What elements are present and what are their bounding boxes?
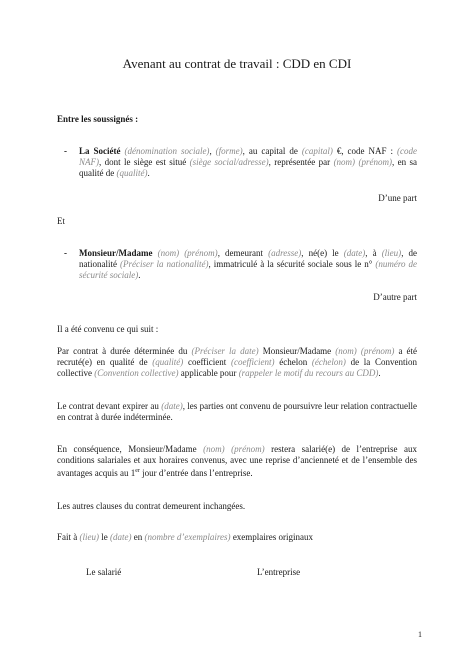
bullet-dash: - — [64, 248, 67, 258]
placeholder-nom: (nom) — [157, 248, 180, 258]
placeholder-siege: (siège social/adresse) — [189, 157, 269, 167]
placeholder-date: (Préciser la date) — [191, 346, 259, 356]
placeholder-qualite: (qualité) — [116, 168, 148, 178]
placeholder-prenom: (prénom) — [358, 157, 392, 167]
placeholder-capital: (capital) — [301, 146, 333, 156]
convenu-line: Il a été convenu ce qui suit : — [57, 324, 159, 334]
une-part-label: D’une part — [378, 193, 417, 203]
placeholder-prenom: (prénom) — [184, 248, 218, 258]
placeholder-coefficient: (coefficient) — [231, 357, 275, 367]
party2-paragraph: Monsieur/Madame (nom) (prénom), demeurant (adresse), né(e) le (date), à (lieu), de nationalité (Préciser la nationalité), immatriculé à la sécurité sociale sous le n° (numéro de sécurité sociale). — [79, 248, 418, 280]
placeholder-adresse: (adresse) — [268, 248, 302, 258]
paragraph-clauses: Les autres clauses du contrat demeurent inchangées. — [57, 501, 246, 511]
autre-part-label: D’autre part — [373, 292, 417, 302]
fait-line: Fait à (lieu) le (date) en (nombre d’exemplaires) exemplaires originaux — [57, 532, 314, 542]
bullet-dash: - — [64, 146, 67, 156]
placeholder-secu: (numéro de sécurité sociale) — [79, 259, 418, 280]
placeholder-forme: (forme) — [215, 146, 243, 156]
document-title: Avenant au contrat de travail : CDD en CDI — [122, 56, 352, 71]
placeholder-prenom: (prénom) — [360, 346, 395, 356]
placeholder-qualite: (qualité) — [152, 357, 184, 367]
placeholder-naf: (code NAF) — [79, 146, 418, 167]
placeholder-lieu: (lieu) — [79, 532, 99, 542]
placeholder-nom: (nom) — [333, 157, 356, 167]
party1-paragraph: La Société (dénomination sociale), (forme), au capital de (capital) €, code NAF : (code NAF), dont le siège est situé (siège social/adresse), représentée par (nom) (prénom), en sa qualité de (qualité). — [79, 146, 418, 178]
placeholder-date: (date) — [110, 532, 132, 542]
placeholder-date: (date) — [343, 248, 366, 258]
placeholder-echelon: (échelon) — [311, 357, 346, 367]
placeholder-denomination: (dénomination sociale) — [124, 146, 210, 156]
paragraph-contrat: Par contrat à durée déterminée du (Préciser la date) Monsieur/Madame (nom) (prénom) a été recruté(e) en qualité de (qualité) coefficient (coefficient) échelon (échelon) de la Convention collective (Convention collective) applicable pour (rappeler le motif du recours au CDD). — [57, 346, 418, 378]
signature-salarie: Le salarié — [86, 567, 122, 577]
party1-name: La Société — [79, 146, 121, 156]
placeholder-nationalite: (Préciser la nationalité) — [120, 259, 209, 269]
placeholder-convention: (Convention collective) — [94, 368, 179, 378]
placeholder-nom: (nom) — [335, 346, 357, 356]
signature-entreprise: L’entreprise — [257, 567, 301, 577]
paragraph-consequence: En conséquence, Monsieur/Madame (nom) (prénom) restera salarié(e) de l’entreprise aux conditions salariales et aux horaires convenus, avec une reprise d’ancienneté et de l’ensemble des avantages acquis au 1er jour d’entrée dans l’entreprise. — [57, 444, 417, 478]
parties-heading: Entre les soussignés : — [57, 114, 139, 124]
paragraph-expiration: Le contrat devant expirer au (date), les parties ont convenu de poursuivre leur relation contractuelle en contrat à durée indéterminée. — [57, 401, 418, 422]
party2-name: Monsieur/Madame — [79, 248, 153, 258]
placeholder-motif: (rappeler le motif du recours au CDD) — [238, 368, 379, 378]
placeholder-date: (date) — [161, 401, 183, 411]
placeholder-nombre: (nombre d’exemplaires) — [144, 532, 231, 542]
et-label: Et — [57, 216, 65, 226]
placeholder-nom: (nom) — [203, 444, 225, 454]
placeholder-lieu: (lieu) — [381, 248, 402, 258]
page-number: 1 — [418, 630, 422, 639]
placeholder-prenom: (prénom) — [231, 444, 265, 454]
